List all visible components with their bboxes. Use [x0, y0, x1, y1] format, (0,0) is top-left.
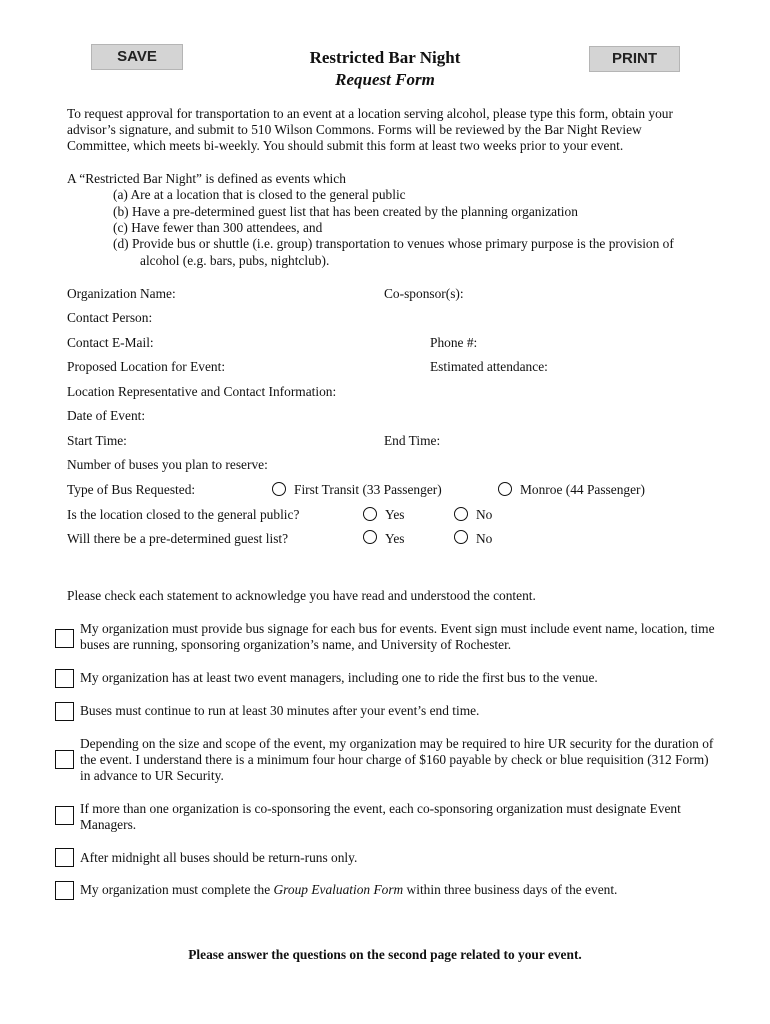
guest-list-question-label: Will there be a pre-determined guest list? — [67, 531, 289, 546]
statement-group-evaluation-before: My organization must complete the — [80, 882, 274, 897]
definition-lead: A “Restricted Bar Night” is defined as events which — [67, 171, 346, 186]
checkbox-group-evaluation[interactable] — [55, 881, 74, 900]
checkbox-ur-security[interactable] — [55, 750, 74, 769]
statement-group-evaluation — [80, 882, 720, 898]
checkbox-bus-signage[interactable] — [55, 629, 74, 648]
statement-bus-runtime: Buses must continue to run at least 30 minutes after your event’s end time. — [80, 703, 480, 718]
statement-cosponsor: If more than one organization is co-sponsoring the event, each co-sponsoring organization must designate Event Managers. — [80, 801, 681, 833]
monroe-label: Monroe (44 Passenger) — [520, 482, 645, 497]
first-transit-label: First Transit (33 Passenger) — [294, 482, 442, 497]
cosponsor-label: Co-sponsor(s): — [384, 286, 464, 301]
radio-guest-no[interactable] — [454, 530, 468, 544]
acknowledge-intro: Please check each statement to acknowledge you have read and understood the content. — [67, 588, 536, 603]
statement-ur-security: Depending on the size and scope of the event, my organization may be required to hire UR security for the duration of the event. I understand there is a minimum four hour charge of $160 payable by check or blue requisition (312 Form) in advance to UR Security. — [80, 736, 714, 784]
contact-person-label: Contact Person: — [67, 310, 153, 325]
location-rep-label: Location Representative and Contact Information: — [67, 384, 337, 399]
definition-item-c: (c) Have fewer than 300 attendees, and — [113, 220, 323, 235]
print-button[interactable]: PRINT — [589, 46, 680, 72]
checkbox-return-runs[interactable] — [55, 848, 74, 867]
start-time-label: Start Time: — [67, 433, 127, 448]
group-evaluation-form-name: Group Evaluation Form — [273, 882, 404, 897]
closed-question-label: Is the location closed to the general public? — [67, 507, 300, 522]
radio-guest-yes[interactable] — [363, 530, 377, 544]
end-time-label: End Time: — [384, 433, 441, 448]
definition-item-a: (a) Are at a location that is closed to the general public — [113, 187, 406, 202]
radio-closed-no[interactable] — [454, 507, 468, 521]
save-button[interactable]: SAVE — [91, 44, 183, 70]
checkbox-bus-runtime[interactable] — [55, 702, 74, 721]
closed-no-label: No — [476, 507, 493, 522]
phone-label: Phone #: — [430, 335, 478, 350]
footer-note: Please answer the questions on the second page related to your event. — [188, 947, 582, 962]
guest-yes-label: Yes — [385, 531, 405, 546]
radio-closed-yes[interactable] — [363, 507, 377, 521]
intro-paragraph: To request approval for transportation to an event at a location serving alcohol, please type this form, obtain your advisor’s signature, and submit to 510 Wilson Commons. Forms will be reviewed by the Bar Night Review Committee, which meets bi-weekly. You should submit this form at least two weeks prior to your event. — [67, 106, 673, 154]
bus-type-label: Type of Bus Requested: — [67, 482, 196, 497]
definition-item-d: (d) Provide bus or shuttle (i.e. group) transportation to venues whose primary purpose is the provision of — [113, 236, 674, 251]
estimated-attendance-label: Estimated attendance: — [430, 359, 548, 374]
num-buses-label: Number of buses you plan to reserve: — [67, 457, 268, 472]
event-date-label: Date of Event: — [67, 408, 146, 423]
radio-first-transit[interactable] — [272, 482, 286, 496]
checkbox-cosponsor[interactable] — [55, 806, 74, 825]
guest-no-label: No — [476, 531, 493, 546]
statement-group-evaluation-after: within three business days of the event. — [403, 882, 618, 897]
radio-monroe[interactable] — [498, 482, 512, 496]
contact-email-label: Contact E-Mail: — [67, 335, 154, 350]
closed-yes-label: Yes — [385, 507, 405, 522]
definition-item-b: (b) Have a pre-determined guest list that has been created by the planning organization — [113, 204, 578, 219]
page-title: Restricted Bar Night — [309, 48, 461, 67]
statement-event-managers: My organization has at least two event managers, including one to ride the first bus to the venue. — [80, 670, 598, 685]
page-subtitle: Request Form — [335, 70, 435, 89]
definition-item-d-continuation: alcohol (e.g. bars, pubs, nightclub). — [140, 253, 330, 268]
statement-bus-signage: My organization must provide bus signage for each bus for events. Event sign must include event name, location, time buses are running, sponsoring organization’s name, and University of Rochester. — [80, 621, 715, 653]
org-name-label: Organization Name: — [67, 286, 176, 301]
proposed-location-label: Proposed Location for Event: — [67, 359, 226, 374]
checkbox-event-managers[interactable] — [55, 669, 74, 688]
statement-return-runs: After midnight all buses should be return-runs only. — [80, 850, 358, 865]
